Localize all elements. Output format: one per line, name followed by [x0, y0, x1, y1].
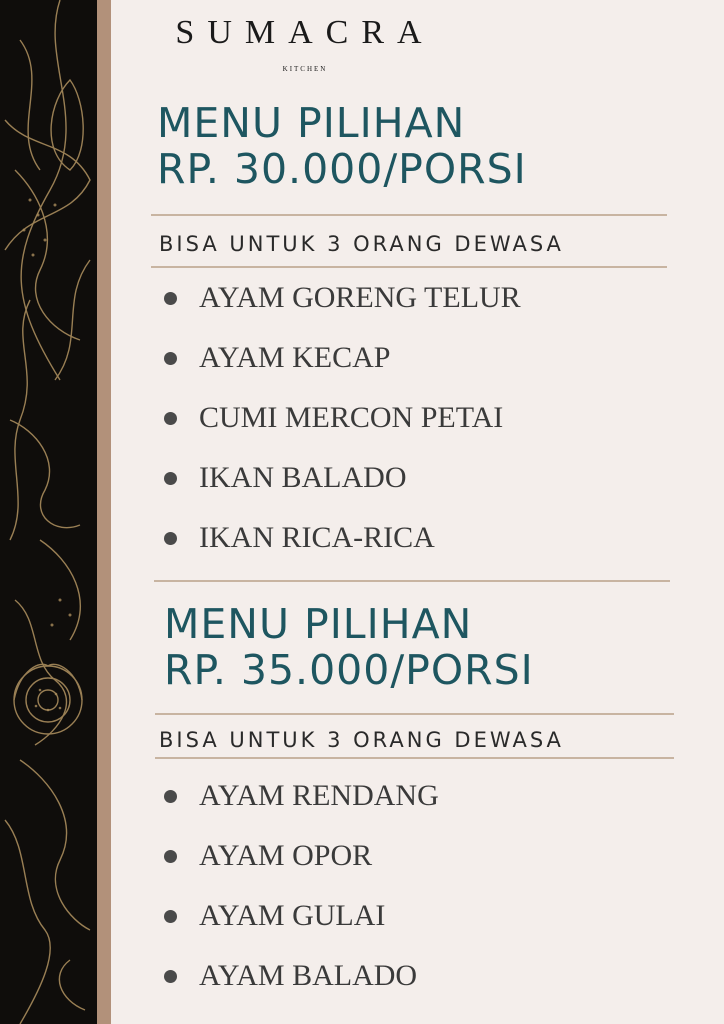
menu-item-label: AYAM BALADO — [199, 959, 418, 992]
bullet-dot-icon — [164, 412, 177, 425]
menu-item — [160, 766, 439, 826]
menu-item-label: AYAM KECAP — [199, 341, 391, 374]
menu-item-label: AYAM GORENG TELUR — [199, 281, 521, 314]
floral-side-panel — [0, 0, 97, 1024]
menu-title-2-price: RP. 35.000/PORSI — [164, 646, 534, 694]
bullet-dot-icon — [164, 850, 177, 863]
menu-item-label: AYAM RENDANG — [199, 779, 439, 812]
brand-logo: SUMACRA — [175, 14, 435, 51]
menu-item — [160, 268, 521, 328]
menu-list-2 — [160, 766, 439, 1006]
bullet-dot-icon — [164, 532, 177, 545]
menu-item-label: IKAN RICA-RICA — [199, 521, 435, 554]
accent-stripe — [97, 0, 111, 1024]
bullet-dot-icon — [164, 790, 177, 803]
menu-title-1 — [157, 100, 527, 192]
menu-title-2-line1: MENU PILIHAN — [164, 600, 473, 648]
menu-item — [160, 388, 521, 448]
menu-subtitle-2: BISA UNTUK 3 ORANG DEWASA — [159, 728, 564, 752]
bullet-dot-icon — [164, 910, 177, 923]
menu-subtitle-1: BISA UNTUK 3 ORANG DEWASA — [159, 232, 564, 256]
bullet-dot-icon — [164, 292, 177, 305]
menu-title-1-price: RP. 30.000/PORSI — [157, 145, 527, 193]
menu-item — [160, 508, 521, 568]
divider — [155, 757, 674, 759]
bullet-dot-icon — [164, 352, 177, 365]
menu-list-1 — [160, 268, 521, 568]
menu-item-label: AYAM GULAI — [199, 899, 386, 932]
menu-item — [160, 826, 439, 886]
menu-title-1-line1: MENU PILIHAN — [157, 99, 466, 147]
divider — [154, 580, 670, 582]
menu-title-2 — [164, 601, 534, 693]
divider — [151, 214, 667, 216]
floral-decoration — [0, 0, 97, 1024]
brand-tagline: KITCHEN — [282, 65, 328, 73]
bullet-dot-icon — [164, 970, 177, 983]
divider — [155, 713, 674, 715]
bullet-dot-icon — [164, 472, 177, 485]
menu-item — [160, 886, 439, 946]
menu-item-label: AYAM OPOR — [199, 839, 373, 872]
menu-item-label: CUMI MERCON PETAI — [199, 401, 504, 434]
menu-item — [160, 946, 439, 1006]
menu-item — [160, 448, 521, 508]
menu-item — [160, 328, 521, 388]
menu-item-label: IKAN BALADO — [199, 461, 407, 494]
